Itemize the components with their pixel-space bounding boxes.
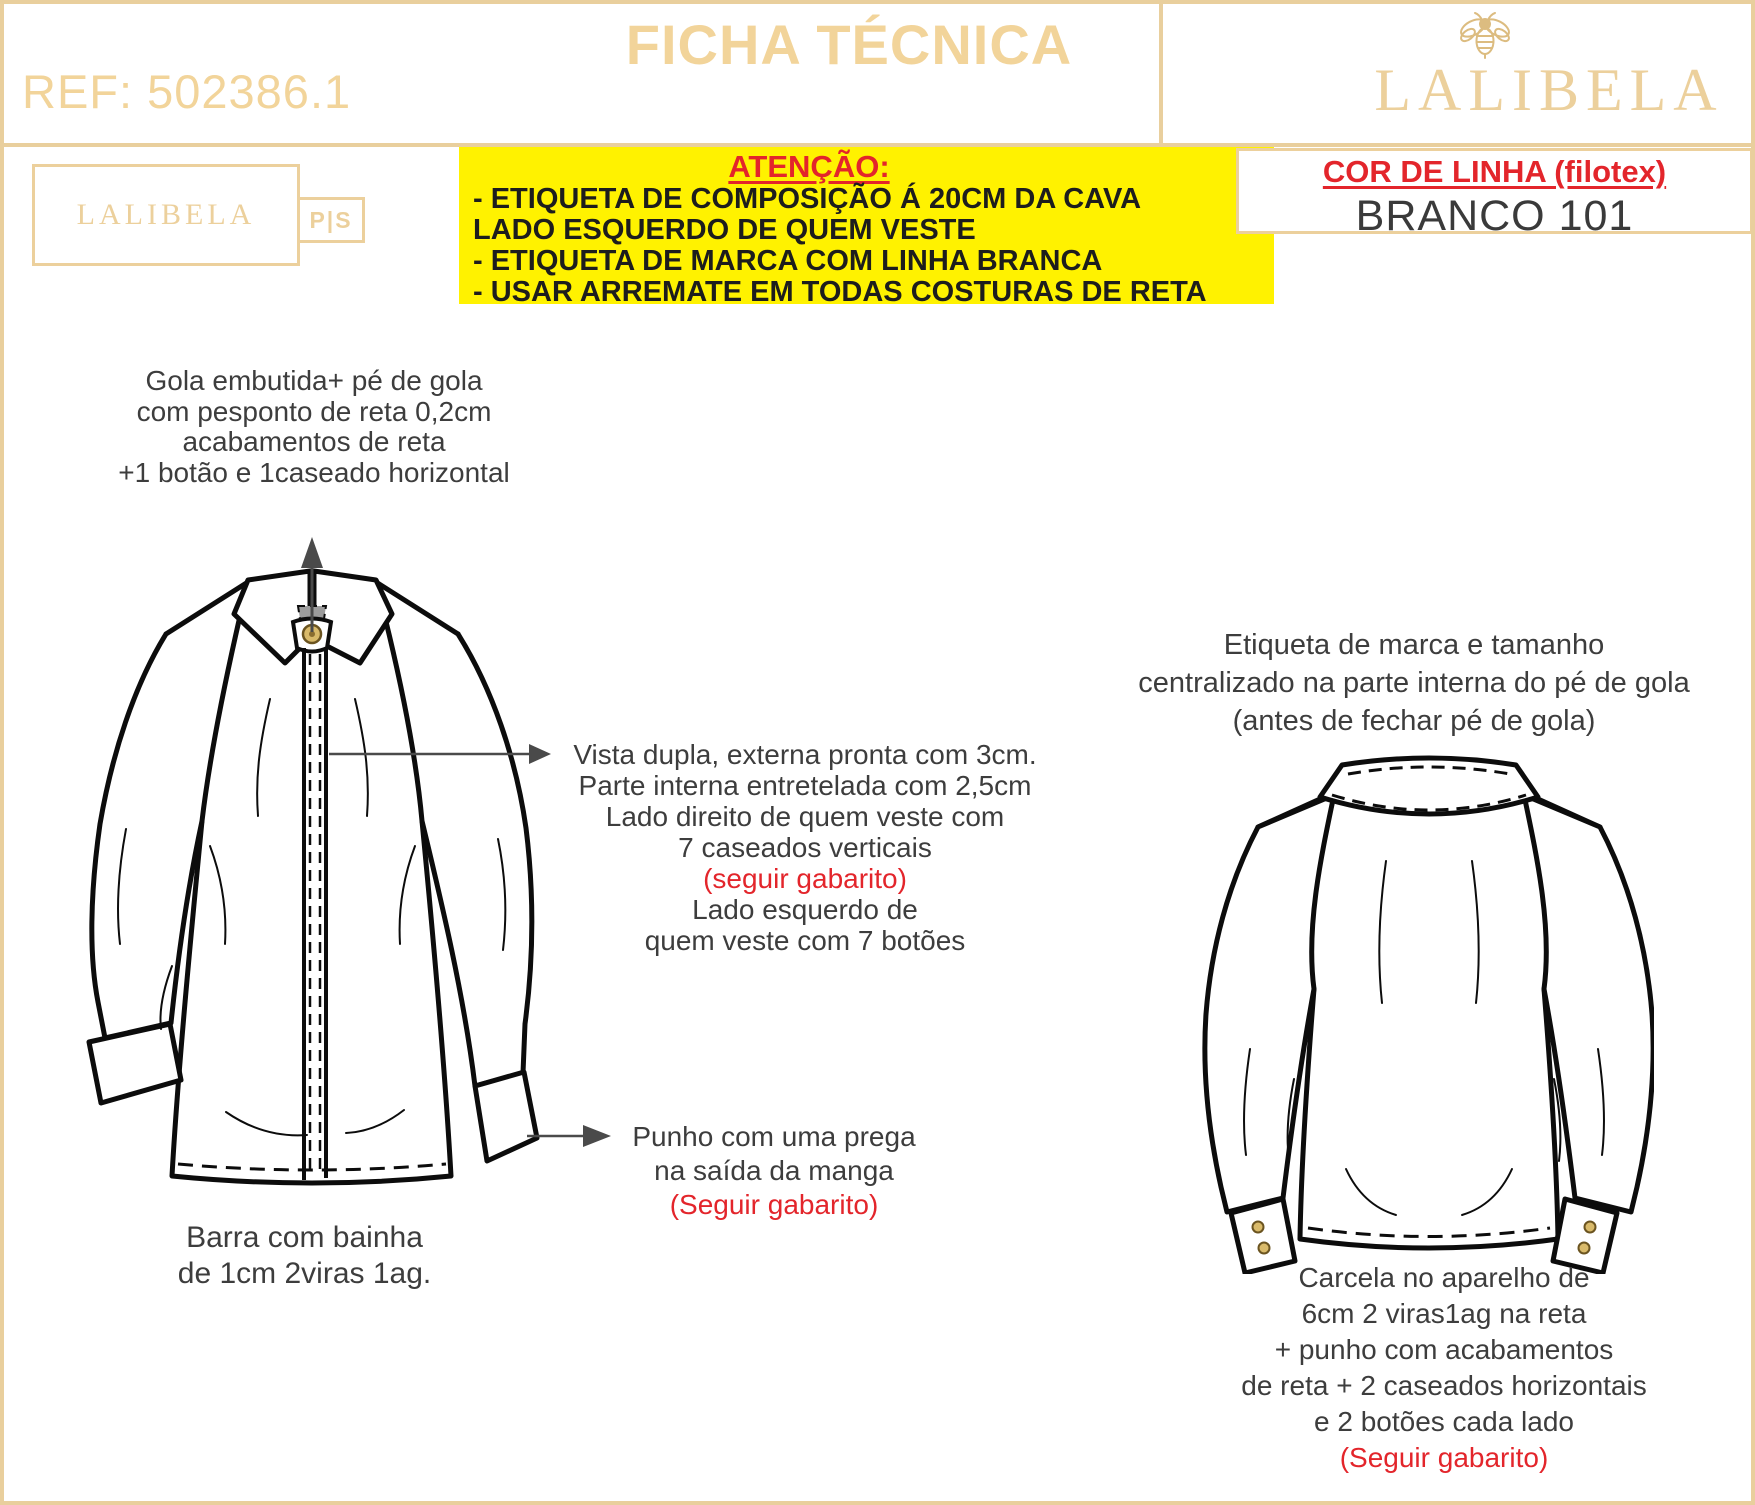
size-tag: P|S xyxy=(297,197,365,243)
thread-color-box xyxy=(1236,148,1753,240)
hem-note: Barra com bainha de 1cm 2viras 1ag. xyxy=(177,1221,432,1290)
shirt-back-drawing xyxy=(1194,749,1654,1274)
collar-note: Gola embutida+ pé de gola com pesponto de reta 0,2cm acabamentos de reta +1 botão e 1caseado horizontal xyxy=(118,365,510,488)
reference-number: REF: 502386.1 xyxy=(22,65,352,118)
attention-line: - ETIQUETA DE COMPOSIÇÃO Á 20CM DA CAVA xyxy=(473,183,1142,215)
attention-line: - USAR ARREMATE EM TODAS COSTURAS DE RETA xyxy=(473,276,1207,308)
brand-box xyxy=(32,164,300,266)
back-collar xyxy=(1320,758,1538,814)
attention-title: ATENÇÃO: xyxy=(728,149,890,184)
shirt-front-drawing xyxy=(74,524,554,1196)
thread-color-value: BRANCO 101 xyxy=(1355,192,1634,240)
page-title: FICHA TÉCNICA xyxy=(625,13,1073,76)
collar-arrowhead xyxy=(301,537,323,568)
brand-box-label: LALIBELA xyxy=(76,198,256,231)
bee-icon xyxy=(1456,8,1514,62)
cuff-note: Punho com uma prega na saída da manga (Seguir gabarito) xyxy=(632,1121,916,1220)
attention-line: LADO ESQUERDO DE QUEM VESTE xyxy=(473,214,976,246)
attention-box xyxy=(459,147,1274,308)
label-note: Etiqueta de marca e tamanho centralizado na parte interna do pé de gola (antes de fechar pé de gola) xyxy=(1138,629,1690,737)
carcela-note: Carcela no aparelho de 6cm 2 viras1ag na reta + punho com acabamentos de reta + 2 caseados horizontais e 2 botões cada lado (Seguir gabarito) xyxy=(1241,1262,1647,1473)
attention-line: - ETIQUETA DE MARCA COM LINHA BRANCA xyxy=(473,245,1103,277)
brand-logo-text: LALIBELA xyxy=(1374,57,1724,123)
header-divider-vertical xyxy=(1159,4,1163,143)
placket-arrowhead xyxy=(529,744,551,764)
placket-note: Vista dupla, externa pronta com 3cm. Parte interna entretelada com 2,5cm Lado direito de quem veste com 7 caseados verticais (seguir gabarito) Lado esquerdo de quem veste com 7 botões xyxy=(573,739,1037,956)
thread-color-title: COR DE LINHA (filotex) xyxy=(1322,154,1667,189)
